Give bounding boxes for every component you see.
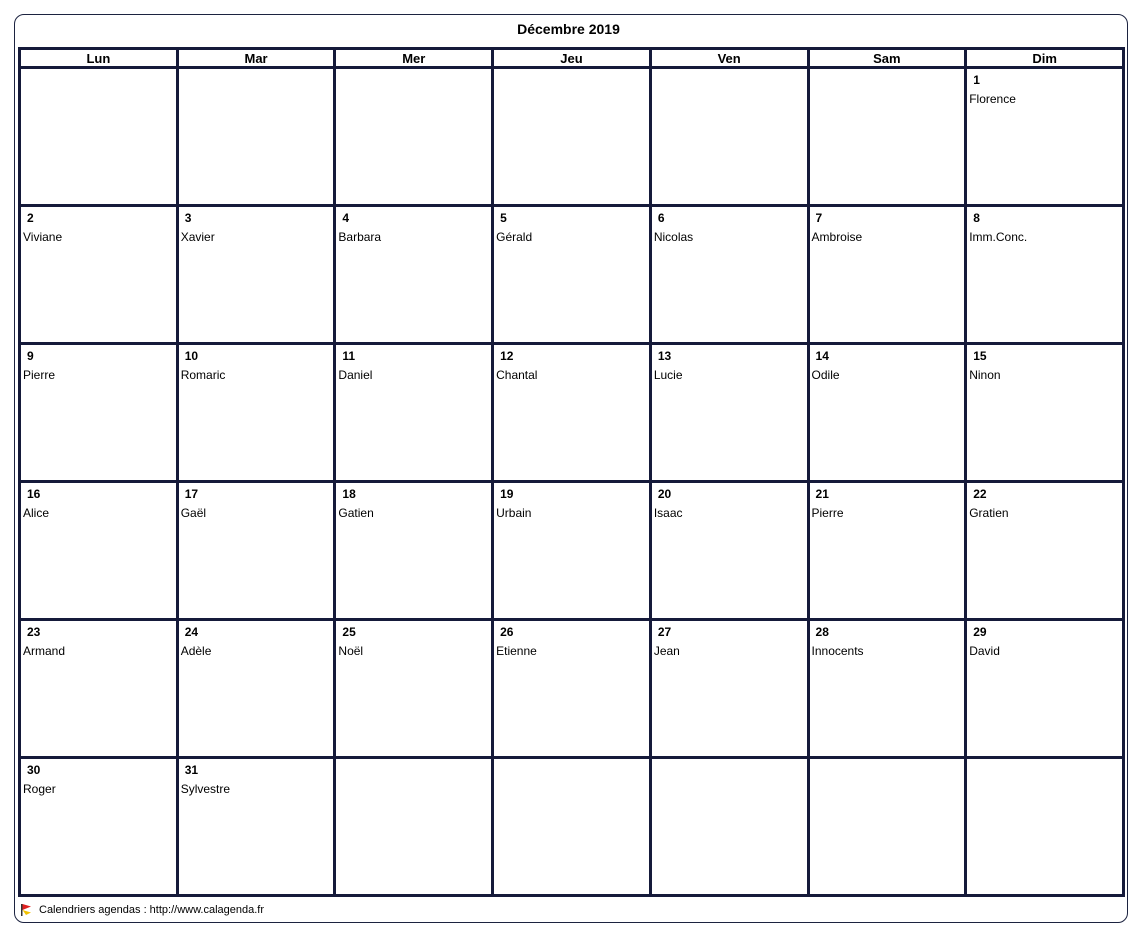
saint-name: Pierre [23,368,56,382]
day-number: 29 [973,625,987,639]
saint-name: Alice [23,506,50,520]
calendar-title: Décembre 2019 [517,21,620,37]
day-cell [493,620,651,758]
day-cell [20,620,178,758]
day-number: 1 [973,73,980,87]
saint-name: Ambroise [811,230,863,244]
day-cell [335,206,493,344]
calendar-grid [18,47,1125,897]
saint-name: Chantal [496,368,538,382]
day-number: 4 [342,211,350,225]
day-number: 27 [657,625,672,639]
day-cell [20,344,178,482]
week-row [20,620,1124,758]
footer [20,902,264,918]
day-number: 12 [500,349,514,363]
saint-name: Lucie [653,368,683,382]
empty-day-cell [20,68,178,206]
saint-name: Florence [969,92,1016,106]
empty-day-cell [177,68,335,206]
day-cell [966,206,1124,344]
saint-name: Innocents [811,644,864,658]
saint-name: Gratien [969,506,1009,520]
weekday-header-row [20,49,1124,68]
day-number: 8 [973,211,980,225]
weekday-header: Sam [808,49,966,68]
empty-day-cell [808,758,966,896]
empty-day-cell [966,758,1124,896]
saint-name: Jean [653,644,680,658]
saint-name: Nicolas [653,230,694,244]
day-cell [177,482,335,620]
week-row [20,68,1124,206]
saint-name: Daniel [338,368,373,382]
empty-day-cell [808,68,966,206]
day-cell [335,344,493,482]
saint-name: Pierre [811,506,844,520]
day-cell [966,68,1124,206]
day-cell [177,206,335,344]
day-number: 25 [342,625,356,639]
weekday-header: Ven [650,49,808,68]
saint-name: Gérald [496,230,533,244]
weekday-header: Lun [20,49,178,68]
saint-name: Sylvestre [180,782,231,796]
day-cell [808,206,966,344]
day-cell [177,758,335,896]
day-cell [650,620,808,758]
day-cell [177,344,335,482]
day-number: 26 [500,625,514,639]
day-cell [335,620,493,758]
weekday-header: Dim [966,49,1124,68]
day-cell [966,344,1124,482]
empty-day-cell [493,758,651,896]
day-number: 11 [342,349,356,363]
day-number: 10 [184,349,199,363]
empty-day-cell [493,68,651,206]
day-number: 20 [657,487,672,501]
saint-name: Adèle [180,644,212,658]
day-cell [966,620,1124,758]
day-cell [808,620,966,758]
day-cell [20,206,178,344]
weekday-header: Mer [335,49,493,68]
saint-name: Roger [23,782,56,796]
day-number: 22 [973,487,987,501]
day-number: 31 [184,763,199,777]
saint-name: Odile [811,368,840,382]
day-cell [493,206,651,344]
saint-name: Noël [338,644,364,658]
day-cell [650,206,808,344]
day-number: 14 [815,349,829,363]
day-number: 2 [27,211,34,225]
week-row [20,206,1124,344]
flag-icon [20,903,34,917]
day-number: 15 [973,349,987,363]
day-cell [650,344,808,482]
day-cell [177,620,335,758]
day-cell [20,758,178,896]
day-cell [335,482,493,620]
day-number: 30 [27,763,41,777]
saint-name: Viviane [23,230,63,244]
day-cell [966,482,1124,620]
day-number: 17 [184,487,199,501]
saint-name: Urbain [496,506,532,520]
saint-name: Gaël [180,506,207,520]
saint-name: Barbara [338,230,382,244]
empty-day-cell [335,68,493,206]
saint-name: Gatien [338,506,374,520]
day-cell [493,344,651,482]
weekday-header: Mar [177,49,335,68]
day-cell [493,482,651,620]
saint-name: Imm.Conc. [969,230,1028,244]
footer-text: Calendriers agendas : http://www.calagenda.fr [39,904,265,916]
day-number: 21 [815,487,829,501]
saint-name: Armand [23,644,66,658]
day-number: 24 [184,625,199,639]
day-cell [20,482,178,620]
empty-day-cell [335,758,493,896]
day-number: 16 [27,487,41,501]
day-cell [650,482,808,620]
weekday-header: Jeu [493,49,651,68]
day-number: 7 [815,211,823,225]
saint-name: Etienne [496,644,537,658]
day-number: 3 [184,211,192,225]
saint-name: Ninon [969,368,1001,382]
saint-name: Xavier [180,230,215,244]
week-row [20,344,1124,482]
empty-day-cell [650,68,808,206]
day-cell [808,482,966,620]
day-cell [808,344,966,482]
day-number: 19 [500,487,514,501]
day-number: 5 [500,211,507,225]
saint-name: Romaric [180,368,226,382]
day-number: 6 [657,211,665,225]
saint-name: Isaac [653,506,683,520]
saint-name: David [969,644,1000,658]
day-number: 9 [27,349,34,363]
day-number: 18 [342,487,356,501]
day-number: 13 [657,349,672,363]
empty-day-cell [650,758,808,896]
week-row [20,758,1124,896]
week-row [20,482,1124,620]
day-number: 28 [815,625,829,639]
day-number: 23 [27,625,41,639]
